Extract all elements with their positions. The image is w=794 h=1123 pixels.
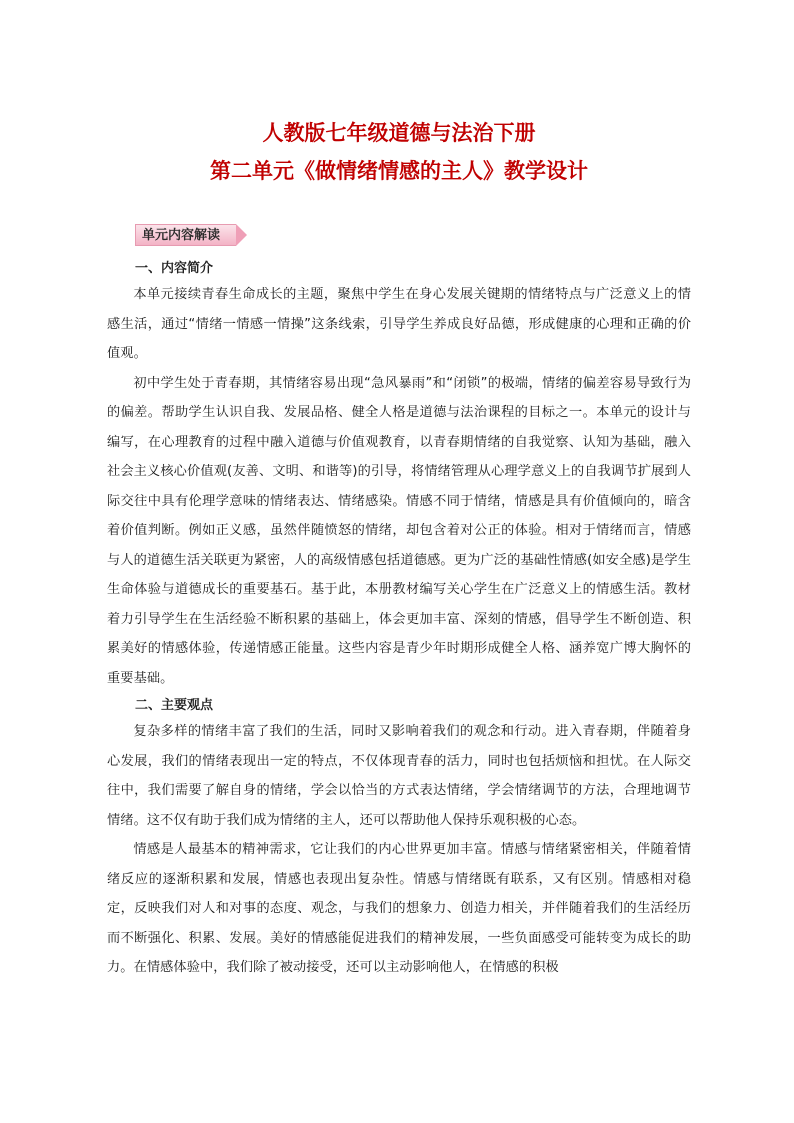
section-banner: [135, 224, 236, 246]
title-line-1: 人教版七年级道德与法治下册: [262, 120, 536, 145]
section-heading: 一、内容简介: [135, 261, 214, 276]
section-main-points: [107, 695, 691, 983]
paragraph: 情感是人最基本的精神需求，它让我们的内心世界更加丰富。情感与情绪紧密相关，伴随着情绪反应的逐渐积累和发展，情感也表现出复杂性。情感与情绪既有联系，又有区别。情感相对稳定，反映我们对人和对事的态度、观念，与我们的想象力、创造力相关，并伴随着我们的生活经历而不断强化、积累、发展。美好的情感能促进我们的精神发展，一些负面感受可能转变为成长的助力。在情感体验中，我们除了被动接受，还可以主动影响他人，在情感的积极: [107, 842, 691, 975]
paragraph: 初中学生处于青春期，其情绪容易出现“急风暴雨”和“闭锁”的极端，情绪的偏差容易导致行为的偏差。帮助学生认识自我、发展品格、健全人格是道德与法治课程的目标之一。本单元的设计与编写，在心理教育的过程中融入道德与价值观教育，以青春期情绪的自我觉察、认知为基础，融入社会主义核心价值观(友善、文明、和谐等)的引导，将情绪管理从心理学意义上的自我调节扩展到人际交往中具有伦理学意味的情绪表达、情绪感染。情感不同于情绪，情感是具有价值倾向的，暗含着价值判断。例如正义感，虽然伴随愤怒的情绪，却包含着对公正的体验。相对于情绪而言，情感与人的道德生活关联更为紧密，人的高级情感包括道德感。更为广泛的基础性情感(如安全感)是学生生命体验与道德成长的重要基石。基于此，本册教材编写关心学生在广泛意义上的情感生活。教材着力引导学生在生活经验不断积累的基础上，体会更加丰富、深刻的情感，倡导学生不断创造、积累美好的情感体验，传递情感正能量。这些内容是青少年时期形成健全人格、涵养宽广博大胸怀的重要基础。: [107, 375, 691, 686]
banner-arrow-icon: [236, 224, 247, 246]
document-title: [107, 116, 691, 188]
banner-label: 单元内容解读: [135, 224, 236, 246]
document-body: [107, 258, 691, 983]
paragraph: 本单元接续青春生命成长的主题，聚焦中学生在身心发展关键期的情绪特点与广泛意义上的情感生活，通过“情绪一情感一情操”这条线索，引导学生养成良好品德，形成健康的心理和正确的价值观。: [107, 287, 691, 361]
paragraph: 复杂多样的情绪丰富了我们的生活，同时又影响着我们的观念和行动。进入青春期，伴随着身心发展，我们的情绪表现出一定的特点，不仅体现青春的活力，同时也包括烦恼和担忧。在人际交往中，我们需要了解自身的情绪，学会以恰当的方式表达情绪，学会情绪调节的方法，合理地调节情绪。这不仅有助于我们成为情绪的主人，还可以帮助他人保持乐观积极的心态。: [107, 724, 691, 828]
section-heading: 二、主要观点: [135, 698, 214, 713]
section-intro: [107, 258, 691, 693]
title-line-2: 第二单元《做情绪情感的主人》教学设计: [210, 158, 588, 183]
